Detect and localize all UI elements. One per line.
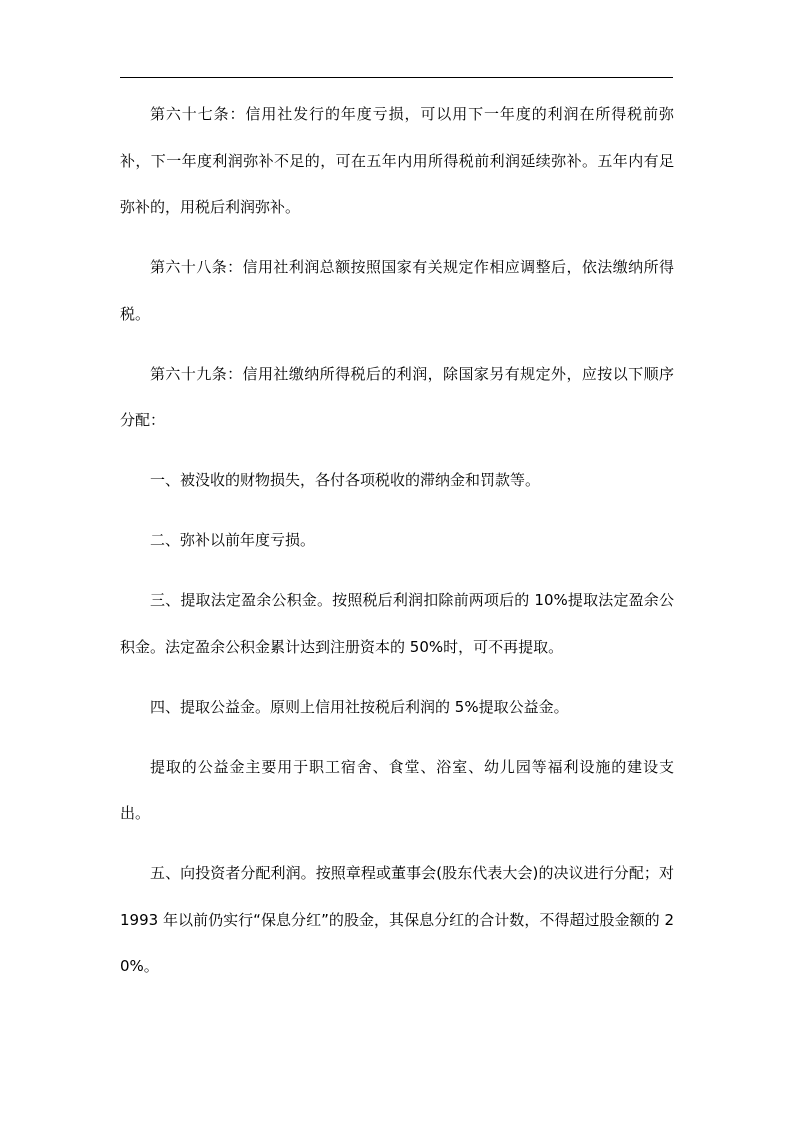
list-item-5: 五、向投资者分配利润。按照章程或董事会(股东代表大会)的决议进行分配；对 1993 年以前仍实行“保息分红”的股金，其保息分红的合计数，不得超过股金额的 20%。	[120, 864, 674, 975]
welfare-fund-paragraph: 提取的公益金主要用于职工宿舍、食堂、浴室、幼儿园等福利设施的建设支出。	[120, 757, 674, 822]
list-item-1: 一、被没收的财物损失，各付各项税收的滞纳金和罚款等。	[150, 471, 541, 489]
list-item-2: 二、弥补以前年度亏损。	[150, 531, 316, 549]
document-body	[120, 91, 674, 990]
list-item-3: 三、提取法定盈余公积金。按照税后利润扣除前两项后的 10%提取法定盈余公积金。法定盈余公积金累计达到注册资本的 50%时，可不再提取。	[120, 591, 674, 656]
header-rule	[120, 77, 673, 78]
article-68-paragraph: 第六十八条：信用社利润总额按照国家有关规定作相应调整后，依法缴纳所得税。	[120, 258, 674, 323]
article-67-paragraph: 第六十七条：信用社发行的年度亏损，可以用下一年度的利润在所得税前弥补，下一年度利润弥补不足的，可在五年内用所得税前利润延续弥补。五年内有足弥补的，用税后利润弥补。	[120, 105, 674, 216]
article-69-paragraph: 第六十九条：信用社缴纳所得税后的利润，除国家另有规定外，应按以下顺序分配：	[120, 364, 674, 429]
list-item-4: 四、提取公益金。原则上信用社按税后利润的 5%提取公益金。	[150, 697, 569, 716]
